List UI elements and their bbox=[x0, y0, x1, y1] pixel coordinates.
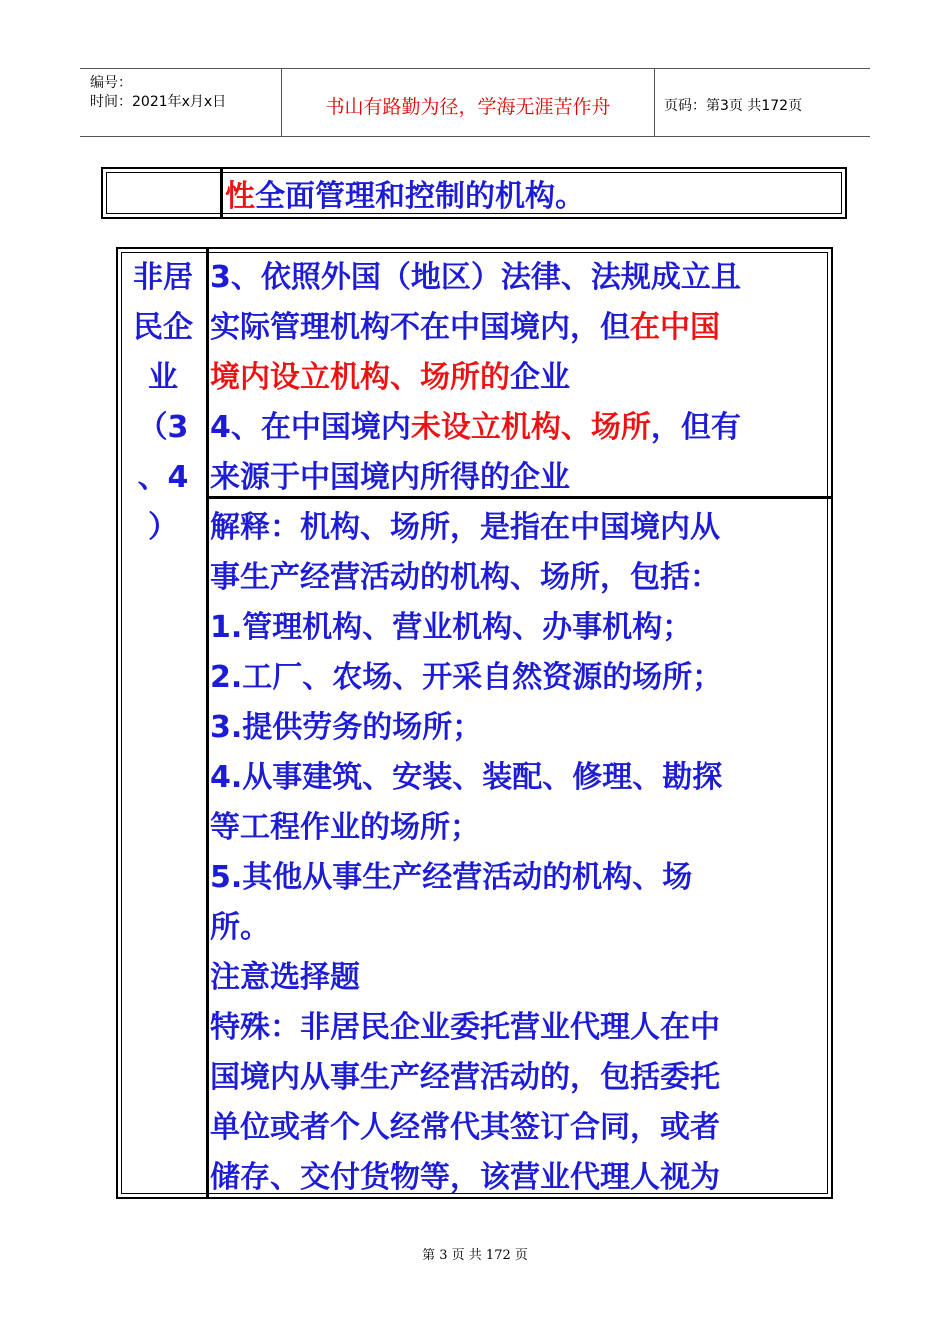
header-bottom-rule bbox=[80, 136, 870, 137]
criteria-text-blue: 4、在中国境内 bbox=[210, 410, 411, 445]
explanation-line: 1.管理机构、营业机构、办事机构； bbox=[210, 610, 693, 645]
explanation-line: 所。 bbox=[210, 910, 270, 945]
fragment-lead-red: 性 bbox=[225, 179, 255, 214]
category-label-line: ） bbox=[148, 510, 178, 545]
criteria-text-red: 在中国 bbox=[630, 310, 720, 345]
criteria-text-blue: 实际管理机构不在中国境内，但 bbox=[210, 310, 630, 345]
fragment-rest: 全面管理和控制的机构。 bbox=[255, 179, 585, 214]
explanation-line: 4.从事建筑、安装、装配、修理、勘探 bbox=[210, 760, 723, 795]
explanation-line: 注意选择题 bbox=[210, 960, 360, 995]
explanation-line: 3.提供劳务的场所； bbox=[210, 710, 483, 745]
explanation-text bbox=[210, 503, 830, 1203]
criteria-text-red: 境内设立机构、场所的 bbox=[210, 360, 510, 395]
fragment-table bbox=[101, 167, 847, 219]
explanation-line: 等工程作业的场所； bbox=[210, 810, 480, 845]
criteria-line bbox=[210, 303, 830, 353]
category-label bbox=[120, 253, 206, 553]
explanation-line: 单位或者个人经常代其签订合同，或者 bbox=[210, 1110, 720, 1145]
criteria-text-blue: ，但有 bbox=[650, 410, 741, 445]
explanation-line: 5.其他从事生产经营活动的机构、场 bbox=[210, 860, 693, 895]
criteria-text-red: 未设立机构、场所 bbox=[410, 410, 651, 445]
explanation-line: 解释：机构、场所，是指在中国境内从 bbox=[210, 510, 720, 545]
category-label-line: 非居 bbox=[133, 260, 193, 295]
criteria-text-blue: 企业 bbox=[510, 360, 570, 395]
fragment-text bbox=[225, 179, 585, 215]
explanation-line: 特殊：非居民企业委托营业代理人在中 bbox=[210, 1010, 720, 1045]
criteria-text bbox=[210, 253, 830, 503]
explanation-line: 储存、交付货物等，该营业代理人视为 bbox=[210, 1160, 720, 1195]
category-label-line: 民企 bbox=[133, 310, 193, 345]
criteria-line: 3、依照外国（地区）法律、法规成立且 bbox=[210, 260, 741, 295]
explanation-line: 事生产经营活动的机构、场所，包括： bbox=[210, 560, 720, 595]
main-column-divider bbox=[206, 249, 209, 1197]
header-divider-right bbox=[654, 68, 655, 136]
explanation-line: 2.工厂、农场、开采自然资源的场所； bbox=[210, 660, 723, 695]
header-top-rule bbox=[80, 68, 870, 69]
header-time-label: 时间：2021年x月x日 bbox=[90, 94, 227, 110]
fragment-column-divider bbox=[220, 169, 223, 217]
category-label-line: 业 bbox=[148, 360, 178, 395]
header-motto: 书山有路勤为径，学海无涯苦作舟 bbox=[325, 96, 611, 118]
category-label-line: （3 bbox=[137, 410, 189, 445]
criteria-line bbox=[210, 353, 830, 403]
criteria-line: 来源于中国境内所得的企业 bbox=[210, 460, 570, 495]
page-footer: 第 3 页 共 172 页 bbox=[422, 1248, 528, 1263]
header-number-label: 编号： bbox=[90, 75, 132, 91]
main-table bbox=[116, 247, 833, 1199]
header-page-info: 页码：第3页 共172页 bbox=[664, 98, 803, 114]
explanation-line: 国境内从事生产经营活动的，包括委托 bbox=[210, 1060, 720, 1095]
category-label-line: 、4 bbox=[137, 460, 189, 495]
criteria-line bbox=[210, 403, 830, 453]
